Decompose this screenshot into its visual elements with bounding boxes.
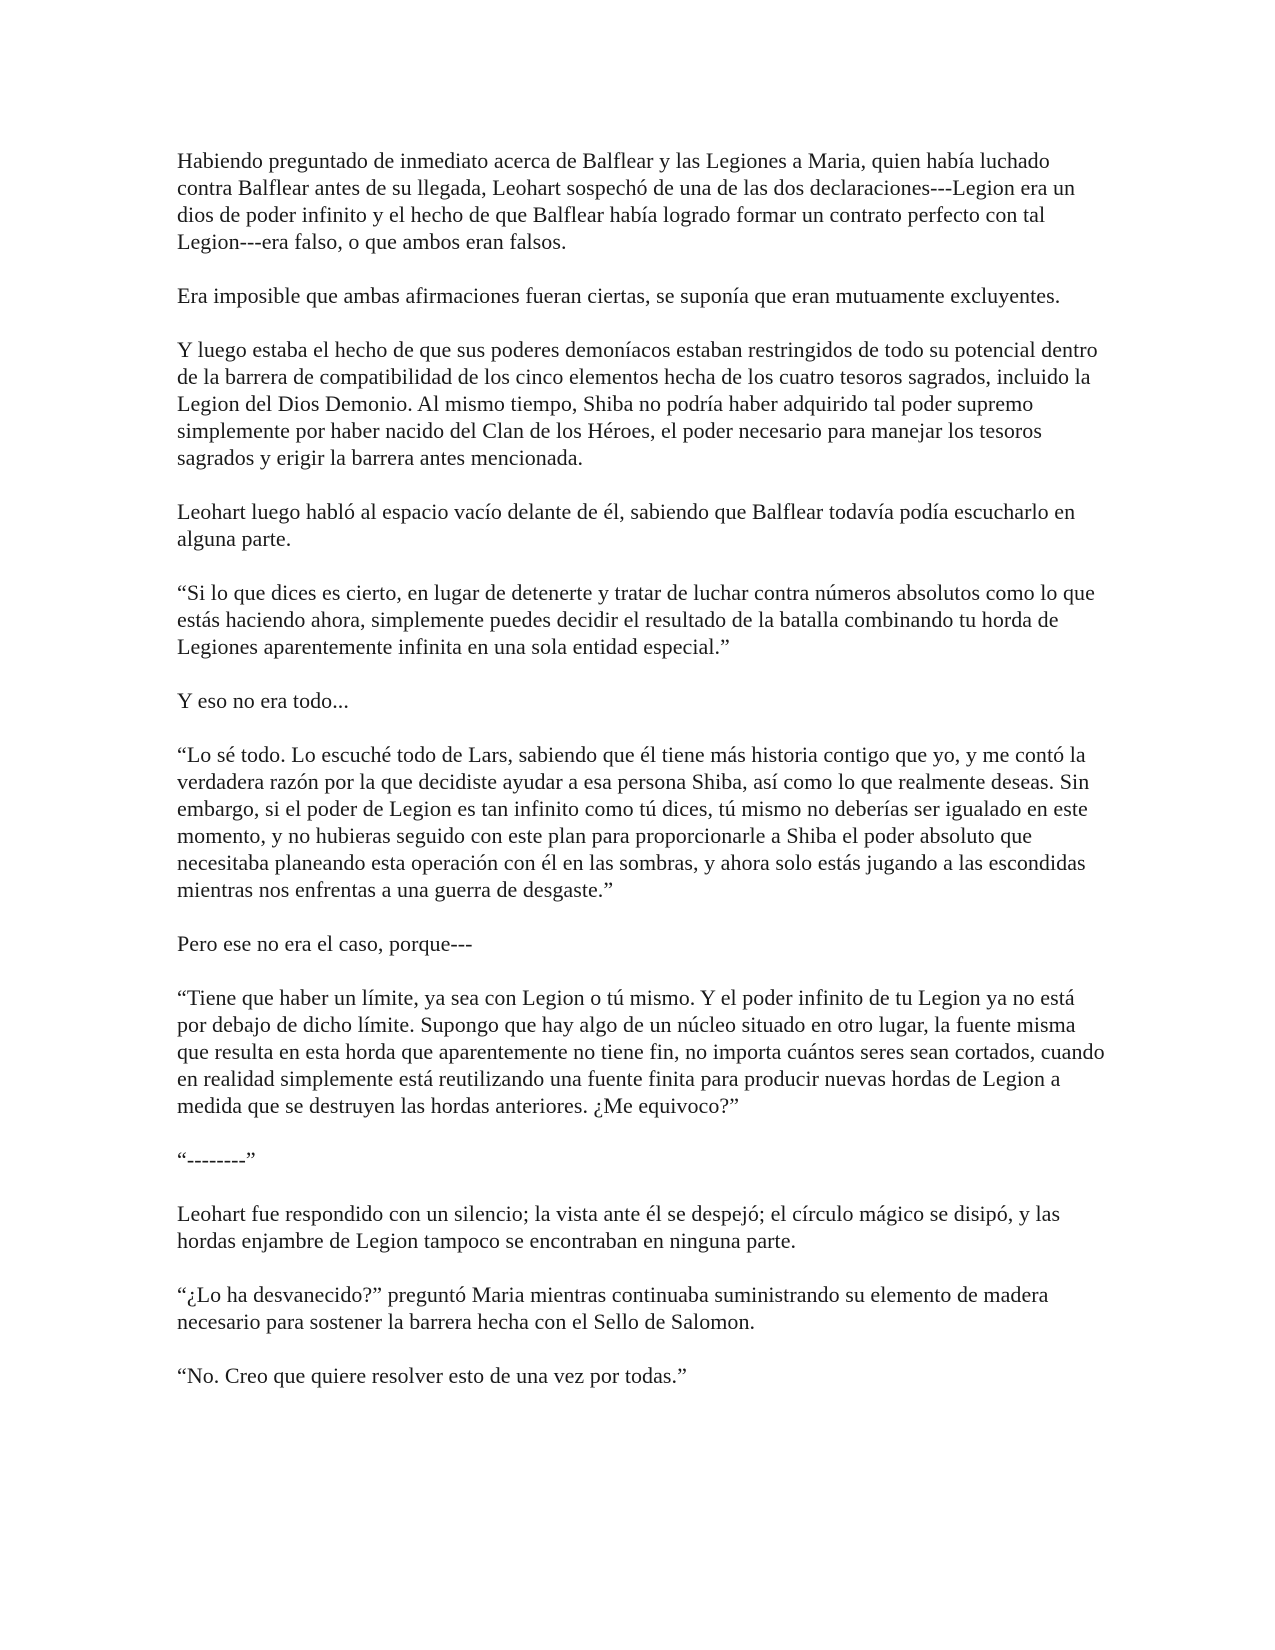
paragraph: Pero ese no era el caso, porque---: [177, 931, 473, 956]
paragraph: “Si lo que dices es cierto, en lugar de detenerte y tratar de luchar contra números absolutos como lo que estás haciendo ahora, simplemente puedes decidir el resultado de la batalla combinando tu horda de Legiones aparentemente infinita en una sola entidad especial.”: [177, 580, 1095, 659]
paragraph: Y luego estaba el hecho de que sus poderes demoníacos estaban restringidos de todo su potencial dentro de la barrera de compatibilidad de los cinco elementos hecha de los cuatro tesoros sagrados, incluido la Legion del Dios Demonio. Al mismo tiempo, Shiba no podría haber adquirido tal poder supremo simplemente por haber nacido del Clan de los Héroes, el poder necesario para manejar los tesoros sagrados y erigir la barrera antes mencionada.: [177, 337, 1098, 470]
paragraph: Era imposible que ambas afirmaciones fueran ciertas, se suponía que eran mutuamente excluyentes.: [177, 283, 1061, 308]
paragraph: Y eso no era todo...: [177, 688, 349, 713]
paragraph: Leohart fue respondido con un silencio; la vista ante él se despejó; el círculo mágico se disipó, y las hordas enjambre de Legion tampoco se encontraban en ninguna parte.: [177, 1201, 1061, 1253]
document-body: [177, 147, 1107, 1389]
paragraph: Leohart luego habló al espacio vacío delante de él, sabiendo que Balflear todavía podía escucharlo en alguna parte.: [177, 499, 1076, 551]
paragraph: “No. Creo que quiere resolver esto de una vez por todas.”: [177, 1363, 687, 1388]
paragraph: “¿Lo ha desvanecido?” preguntó Maria mientras continuaba suministrando su elemento de madera necesario para sostener la barrera hecha con el Sello de Salomon.: [177, 1282, 1049, 1334]
paragraph: “Tiene que haber un límite, ya sea con Legion o tú mismo. Y el poder infinito de tu Legion ya no está por debajo de dicho límite. Supongo que hay algo de un núcleo situado en otro lugar, la fuente misma que resulta en esta horda que aparentemente no tiene fin, no importa cuántos seres sean cortados, cuando en realidad simplemente está reutilizando una fuente finita para producir nuevas hordas de Legion a medida que se destruyen las hordas anteriores. ¿Me equivoco?”: [177, 985, 1105, 1118]
paragraph: “--------”: [177, 1147, 256, 1172]
paragraph: Habiendo preguntado de inmediato acerca de Balflear y las Legiones a Maria, quien había luchado contra Balflear antes de su llegada, Leohart sospechó de una de las dos declaraciones---Legion era un dios de poder infinito y el hecho de que Balflear había logrado formar un contrato perfecto con tal Legion---era falso, o que ambos eran falsos.: [177, 148, 1076, 254]
paragraph: “Lo sé todo. Lo escuché todo de Lars, sabiendo que él tiene más historia contigo que yo, y me contó la verdadera razón por la que decidiste ayudar a esa persona Shiba, así como lo que realmente deseas. Sin embargo, si el poder de Legion es tan infinito como tú dices, tú mismo no deberías ser igualado en este momento, y no hubieras seguido con este plan para proporcionarle a Shiba el poder absoluto que necesitaba planeando esta operación con él en las sombras, y ahora solo estás jugando a las escondidas mientras nos enfrentas a una guerra de desgaste.”: [177, 742, 1090, 902]
